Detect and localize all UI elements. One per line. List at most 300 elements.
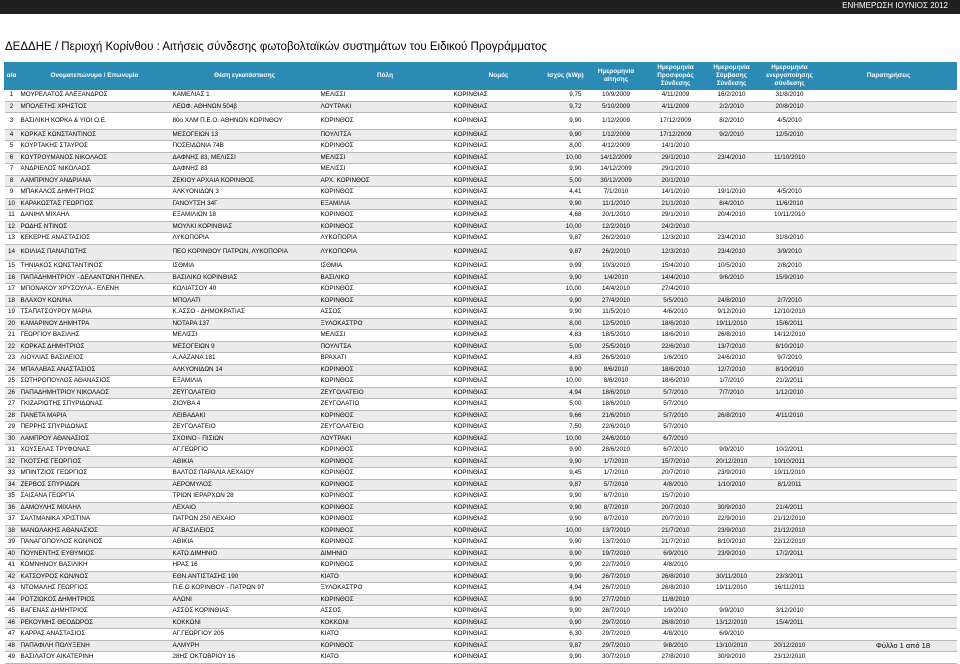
notes-cell <box>821 410 957 422</box>
applicant-name-cell: ΛΑΜΠΡΟΥ ΑΘΑΝΑΣΙΟΣ <box>19 433 171 445</box>
contract-date-cell: 30/9/2010 <box>705 652 759 664</box>
contract-date-cell: 23/9/2010 <box>705 525 759 537</box>
city-cell: ΒΑΣΙΛΙΚΟ <box>319 272 452 284</box>
activation-date-cell: 21/12/2010 <box>759 514 821 526</box>
prefecture-cell: ΚΟΡΙΝΘΙΑΣ <box>452 468 546 480</box>
offer-date-cell: 12/3/2010 <box>647 244 705 261</box>
offer-date-cell: 20/7/2010 <box>647 468 705 480</box>
table-row <box>5 525 957 537</box>
table-row <box>5 129 957 141</box>
offer-date-cell: 17/12/2009 <box>647 129 705 141</box>
row-number-cell: 8 <box>5 175 19 187</box>
contract-date-cell: 24/6/2010 <box>705 353 759 365</box>
table-row <box>5 387 957 399</box>
request-date-cell: 13/7/2010 <box>586 525 647 537</box>
row-number-cell: 31 <box>5 445 19 457</box>
request-date-cell: 8/7/2010 <box>586 502 647 514</box>
applicant-name-cell: ΒΑΣΙΛΑΤΟΥ ΑΙΚΑΤΕΡΙΝΗ <box>19 652 171 664</box>
table-row <box>5 479 957 491</box>
row-number-cell: 44 <box>5 594 19 606</box>
table-row <box>5 221 957 233</box>
power-kwp-cell: 9,90 <box>546 364 586 376</box>
notes-cell <box>821 491 957 503</box>
notes-cell <box>821 187 957 199</box>
city-cell: ΚΟΡΙΝΘΟΣ <box>319 468 452 480</box>
activation-date-cell: 21/2/2011 <box>759 376 821 388</box>
contract-date-cell: 2/2/2010 <box>705 101 759 113</box>
city-cell: ΜΕΛΙΣΣΙ <box>319 90 452 102</box>
table-row <box>5 640 957 652</box>
power-kwp-cell: 4,94 <box>546 583 586 595</box>
request-date-cell: 30/12/2009 <box>586 175 647 187</box>
applicant-name-cell: ΚΟΜΝΗΝΟΥ ΒΑΣΙΛΙΚΗ <box>19 560 171 572</box>
row-number-cell: 5 <box>5 141 19 153</box>
col-header-notes: Παρατηρήσεις <box>821 63 957 90</box>
installation-site-cell: ΛΕΩΦ. ΑΘΗΝΩΝ 504β <box>171 101 319 113</box>
activation-date-cell: 10/2/2011 <box>759 445 821 457</box>
table-row <box>5 284 957 296</box>
activation-date-cell <box>759 175 821 187</box>
power-kwp-cell: 9,87 <box>546 479 586 491</box>
contract-date-cell: 6/9/2010 <box>705 629 759 641</box>
power-kwp-cell: 10,00 <box>546 152 586 164</box>
city-cell: ΚΟΡΙΝΘΟΣ <box>319 640 452 652</box>
city-cell: ΙΣΘΜΙΑ <box>319 261 452 273</box>
prefecture-cell: ΚΟΡΙΝΘΙΑΣ <box>452 606 546 618</box>
city-cell: ΖΕΥΓΟΛΑΤΕΙΟ <box>319 387 452 399</box>
installation-site-cell: ΜΕΣΟΓΕΙΩΝ 9 <box>171 341 319 353</box>
row-number-cell: 26 <box>5 387 19 399</box>
installation-site-cell: ΓΑΝΟΥΤΣΗ 34Γ <box>171 198 319 210</box>
offer-date-cell: 6/7/2010 <box>647 433 705 445</box>
applicant-name-cell: ΜΠΟΛΕΤΗΣ ΧΡΗΣΤΟΣ <box>19 101 171 113</box>
row-number-cell: 19 <box>5 307 19 319</box>
power-kwp-cell: 5,00 <box>546 341 586 353</box>
table-row <box>5 233 957 245</box>
contract-date-cell: 23/4/2010 <box>705 152 759 164</box>
activation-date-cell: 11/6/2010 <box>759 198 821 210</box>
table-row <box>5 445 957 457</box>
activation-date-cell: 12/5/2010 <box>759 129 821 141</box>
city-cell: ΞΥΛΟΚΑΣΤΡΟ <box>319 318 452 330</box>
installation-site-cell: ΑΓ.ΓΕΩΡΓΙΟΥ 205 <box>171 629 319 641</box>
col-header-activation-date: Ημερομηνία ενεργοποίησης σύνδεσης <box>759 63 821 90</box>
prefecture-cell: ΚΟΡΙΝΘΙΑΣ <box>452 629 546 641</box>
activation-date-cell: 19/11/2010 <box>759 468 821 480</box>
notes-cell <box>821 164 957 176</box>
applicant-name-cell: ΠΑΝΕΤΑ ΜΑΡΙΑ <box>19 410 171 422</box>
request-date-cell: 11/1/2010 <box>586 198 647 210</box>
contract-date-cell: 30/9/2010 <box>705 502 759 514</box>
contract-date-cell: 19/11/2010 <box>705 318 759 330</box>
request-date-cell: 26/5/2010 <box>586 353 647 365</box>
contract-date-cell <box>705 175 759 187</box>
applicant-name-cell: ΚΟΥΤΡΟΥΜΑΝΟΣ ΝΙΚΟΛΑΟΣ <box>19 152 171 164</box>
activation-date-cell: 2/7/2010 <box>759 295 821 307</box>
contract-date-cell: 8/2/2010 <box>705 113 759 130</box>
request-date-cell: 1/4/2010 <box>586 272 647 284</box>
table-row <box>5 652 957 664</box>
prefecture-cell: ΚΟΡΙΝΘΙΑΣ <box>452 164 546 176</box>
activation-date-cell: 22/12/2010 <box>759 537 821 549</box>
prefecture-cell: ΚΟΡΙΝΘΙΑΣ <box>452 113 546 130</box>
power-kwp-cell: 4,83 <box>546 330 586 342</box>
installation-site-cell: ΑΣΣΟΣ ΚΟΡΙΝΘΙΑΣ <box>171 606 319 618</box>
installation-site-cell: 80ο ΧΛΜ Π.Ε.Ο. ΑΘΗΝΩΝ ΚΟΡΙΝΘΟΥ <box>171 113 319 130</box>
installation-site-cell: ΛΕΙΒΑΔΑΚΙ <box>171 410 319 422</box>
prefecture-cell: ΚΟΡΙΝΘΙΑΣ <box>452 433 546 445</box>
contract-date-cell: 23/4/2010 <box>705 244 759 261</box>
prefecture-cell: ΚΟΡΙΝΘΙΑΣ <box>452 399 546 411</box>
contract-date-cell <box>705 433 759 445</box>
city-cell: ΠΟΥΛΙΤΣΑ <box>319 341 452 353</box>
power-kwp-cell: 10,00 <box>546 221 586 233</box>
installation-site-cell: ΜΕΛΙΣΣΙ <box>171 330 319 342</box>
notes-cell <box>821 210 957 222</box>
power-kwp-cell: 10,00 <box>546 525 586 537</box>
offer-date-cell: 22/6/2010 <box>647 341 705 353</box>
installation-site-cell: ΒΑΣΙΛΙΚΟ ΚΟΡΙΝΘΙΑΣ <box>171 272 319 284</box>
request-date-cell: 14/4/2010 <box>586 284 647 296</box>
activation-date-cell: 20/8/2010 <box>759 101 821 113</box>
request-date-cell: 1/12/2009 <box>586 113 647 130</box>
installation-site-cell: ΑΛΩΝΙ <box>171 594 319 606</box>
offer-date-cell: 1/9/2010 <box>647 606 705 618</box>
power-kwp-cell: 9,90 <box>546 164 586 176</box>
applicant-name-cell: ΚΟΡΚΑΣ ΔΗΜΗΤΡΙΟΣ <box>19 341 171 353</box>
col-header-aa: α/α <box>5 63 19 90</box>
contract-date-cell: 20/12/2010 <box>705 456 759 468</box>
request-date-cell: 25/5/2010 <box>586 341 647 353</box>
power-kwp-cell: 9,90 <box>546 560 586 572</box>
city-cell: ΛΥΚΟΠΟΡΙΑ <box>319 233 452 245</box>
power-kwp-cell: 9,90 <box>546 548 586 560</box>
table-row <box>5 456 957 468</box>
request-date-cell: 7/1/2010 <box>586 187 647 199</box>
applications-table <box>4 62 957 664</box>
offer-date-cell: 20/7/2010 <box>647 514 705 526</box>
installation-site-cell: ΑΓ.ΒΑΣΙΛΕΙΟΣ <box>171 525 319 537</box>
table-row <box>5 113 957 130</box>
notes-cell <box>821 152 957 164</box>
request-date-cell: 20/1/2010 <box>586 210 647 222</box>
request-date-cell: 28/7/2010 <box>586 606 647 618</box>
activation-date-cell: 4/11/2010 <box>759 410 821 422</box>
applicant-name-cell: ΠΟΥΝΕΝΤΗΣ ΕΥΘΥΜΙΟΣ <box>19 548 171 560</box>
prefecture-cell: ΚΟΡΙΝΘΙΑΣ <box>452 141 546 153</box>
row-number-cell: 25 <box>5 376 19 388</box>
request-date-cell: 22/6/2010 <box>586 422 647 434</box>
row-number-cell: 11 <box>5 210 19 222</box>
applicant-name-cell: ΚΑΡΑΚΩΣΤΑΣ ΓΕΩΡΓΙΟΣ <box>19 198 171 210</box>
applicant-name-cell: ΜΠΑΛΑΒΑΣ ΑΝΑΣΤΑΣΙΟΣ <box>19 364 171 376</box>
offer-date-cell: 4/11/2009 <box>647 90 705 102</box>
row-number-cell: 39 <box>5 537 19 549</box>
offer-date-cell: 20/7/2010 <box>647 502 705 514</box>
notes-cell <box>821 330 957 342</box>
notes-cell <box>821 141 957 153</box>
city-cell: ΛΟΥΤΡΑΚΙ <box>319 433 452 445</box>
city-cell: ΚΟΡΙΝΘΟΣ <box>319 445 452 457</box>
prefecture-cell: ΚΟΡΙΝΘΙΑΣ <box>452 514 546 526</box>
power-kwp-cell: 4,68 <box>546 210 586 222</box>
activation-date-cell: 31/8/2010 <box>759 233 821 245</box>
table-row <box>5 594 957 606</box>
contract-date-cell: 9/2/2010 <box>705 129 759 141</box>
activation-date-cell: 23/12/2010 <box>759 652 821 664</box>
installation-site-cell: ΑΛΚΥΟΝΙΔΩΝ 3 <box>171 187 319 199</box>
notes-cell <box>821 129 957 141</box>
offer-date-cell: 1/6/2010 <box>647 353 705 365</box>
notes-cell <box>821 583 957 595</box>
request-date-cell: 24/6/2010 <box>586 433 647 445</box>
prefecture-cell: ΚΟΡΙΝΘΙΑΣ <box>452 261 546 273</box>
request-date-cell: 8/7/2010 <box>586 514 647 526</box>
city-cell: ΚΟΡΙΝΘΟΣ <box>319 537 452 549</box>
activation-date-cell <box>759 433 821 445</box>
contract-date-cell: 24/8/2010 <box>705 295 759 307</box>
contract-date-cell: 1/7/2010 <box>705 376 759 388</box>
applicant-name-cell: ΒΑΣΙΛΙΚΗ ΚΟΡΚΑ & ΥΙΟΙ Ο.Ε. <box>19 113 171 130</box>
table-row <box>5 152 957 164</box>
notes-cell <box>821 571 957 583</box>
installation-site-cell: ΖΕΥΓΟΛΑΤΕΙΟ <box>171 387 319 399</box>
table-row <box>5 433 957 445</box>
offer-date-cell: 4/6/2010 <box>647 307 705 319</box>
table-row <box>5 353 957 365</box>
city-cell: ΚΟΡΙΝΘΟΣ <box>319 295 452 307</box>
city-cell: ΛΟΥΤΡΑΚΙ <box>319 101 452 113</box>
request-date-cell: 26/2/2010 <box>586 244 647 261</box>
offer-date-cell: 4/11/2009 <box>647 101 705 113</box>
applicant-name-cell: ΡΕΚΟΥΜΗΣ ΘΕΟΔΩΡΟΣ <box>19 617 171 629</box>
request-date-cell: 8/6/2010 <box>586 364 647 376</box>
installation-site-cell: ΑΛΚΥΟΝΙΔΩΝ 14 <box>171 364 319 376</box>
city-cell: ΚΟΚΚΩΝΙ <box>319 617 452 629</box>
power-kwp-cell: 9,87 <box>546 640 586 652</box>
table-row <box>5 330 957 342</box>
table-row <box>5 399 957 411</box>
power-kwp-cell: 9,90 <box>546 307 586 319</box>
contract-date-cell: 23/9/2010 <box>705 468 759 480</box>
power-kwp-cell: 9,90 <box>546 272 586 284</box>
notes-cell <box>821 284 957 296</box>
power-kwp-cell: 9,90 <box>546 491 586 503</box>
notes-cell <box>821 525 957 537</box>
activation-date-cell <box>759 491 821 503</box>
offer-date-cell: 27/4/2010 <box>647 284 705 296</box>
contract-date-cell <box>705 164 759 176</box>
power-kwp-cell: 9,90 <box>546 606 586 618</box>
installation-site-cell: ΜΠΟΛΑΤΙ <box>171 295 319 307</box>
city-cell: ΞΥΛΟΚΑΣΤΡΟ <box>319 583 452 595</box>
table-row <box>5 341 957 353</box>
prefecture-cell: ΚΟΡΙΝΘΙΑΣ <box>452 387 546 399</box>
notes-cell <box>821 433 957 445</box>
row-number-cell: 7 <box>5 164 19 176</box>
offer-date-cell: 18/6/2010 <box>647 376 705 388</box>
city-cell: ΚΟΡΙΝΘΟΣ <box>319 514 452 526</box>
power-kwp-cell: 8,00 <box>546 141 586 153</box>
installation-site-cell: ΙΣΘΜΙΑ <box>171 261 319 273</box>
row-number-cell: 23 <box>5 353 19 365</box>
offer-date-cell: 14/1/2010 <box>647 187 705 199</box>
prefecture-cell: ΚΟΡΙΝΘΙΑΣ <box>452 502 546 514</box>
contract-date-cell: 9/6/2010 <box>705 272 759 284</box>
applicant-name-cell: ΠΑΝΑΓΟΠΟΥΛΟΣ ΚΩΝ/ΝΟΣ <box>19 537 171 549</box>
table-row <box>5 571 957 583</box>
applicant-name-cell: ΛΑΜΠΡΙΝΟΥ ΑΝΔΡΙΑΝΑ <box>19 175 171 187</box>
activation-date-cell: 16/11/2011 <box>759 583 821 595</box>
notes-cell <box>821 560 957 572</box>
table-row <box>5 295 957 307</box>
prefecture-cell: ΚΟΡΙΝΘΙΑΣ <box>452 456 546 468</box>
installation-site-cell: ΣΧΟΙΝΟ - ΠΙΣΙΩΝ <box>171 433 319 445</box>
prefecture-cell: ΚΟΡΙΝΘΙΑΣ <box>452 571 546 583</box>
contract-date-cell: 23/4/2010 <box>705 233 759 245</box>
power-kwp-cell: 9,75 <box>546 90 586 102</box>
request-date-cell: 18/6/2010 <box>586 387 647 399</box>
contract-date-cell: 13/10/2010 <box>705 640 759 652</box>
power-kwp-cell: 9,90 <box>546 514 586 526</box>
activation-date-cell: 15/6/2011 <box>759 318 821 330</box>
offer-date-cell: 18/6/2010 <box>647 318 705 330</box>
city-cell: ΑΡΧ. ΚΟΡΙΝΘΟΣ <box>319 175 452 187</box>
city-cell: ΚΟΡΙΝΘΟΣ <box>319 364 452 376</box>
request-date-cell: 29/7/2010 <box>586 640 647 652</box>
col-header-site: Θέση εγκατάστασης <box>171 63 319 90</box>
prefecture-cell: ΚΟΡΙΝΘΙΑΣ <box>452 479 546 491</box>
contract-date-cell: 13/12/2010 <box>705 617 759 629</box>
contract-date-cell: 20/4/2010 <box>705 210 759 222</box>
contract-date-cell <box>705 491 759 503</box>
row-number-cell: 37 <box>5 514 19 526</box>
notes-cell <box>821 101 957 113</box>
activation-date-cell: 12/10/2010 <box>759 307 821 319</box>
notes-cell <box>821 353 957 365</box>
page-title: ΔΕΔΔΗΕ / Περιοχή Κορίνθου : Αιτήσεις σύνδεσης φωτοβολταϊκών συστημάτων του Ειδικού Προγράμματος <box>5 41 547 53</box>
applicant-name-cell: ΚΑΡΡΑΣ ΑΝΑΣΤΑΣΙΟΣ <box>19 629 171 641</box>
row-number-cell: 20 <box>5 318 19 330</box>
installation-site-cell: ΑΘΙΚΙΑ <box>171 537 319 549</box>
activation-date-cell: 4/5/2010 <box>759 113 821 130</box>
table-header-row <box>5 63 957 90</box>
offer-date-cell: 21/7/2010 <box>647 525 705 537</box>
row-number-cell: 9 <box>5 187 19 199</box>
offer-date-cell: 17/12/2009 <box>647 113 705 130</box>
contract-date-cell: 16/2/2010 <box>705 90 759 102</box>
city-cell: ΚΙΑΤΟ <box>319 629 452 641</box>
installation-site-cell: Π.Ε.Ο ΚΟΡΙΝΘΟΥ - ΠΑΤΡΩΝ 97 <box>171 583 319 595</box>
city-cell: ΖΕΥΓΟΛΑΤΙΟ <box>319 399 452 411</box>
city-cell: ΑΣΣΟΣ <box>319 307 452 319</box>
city-cell: ΚΟΡΙΝΘΟΣ <box>319 479 452 491</box>
power-kwp-cell: 7,50 <box>546 422 586 434</box>
installation-site-cell: ΔΑΦΝΗΣ 83, ΜΕΛΙΣΣΙ <box>171 152 319 164</box>
prefecture-cell: ΚΟΡΙΝΘΙΑΣ <box>452 198 546 210</box>
contract-date-cell: 10/5/2010 <box>705 261 759 273</box>
row-number-cell: 49 <box>5 652 19 664</box>
offer-date-cell: 5/7/2010 <box>647 410 705 422</box>
request-date-cell: 10/9/2009 <box>586 90 647 102</box>
notes-cell <box>821 175 957 187</box>
notes-cell <box>821 548 957 560</box>
contract-date-cell: 23/9/2010 <box>705 548 759 560</box>
applicant-name-cell: ΚΑΤΣΟΥΡΟΣ ΚΩΝ/ΝΟΣ <box>19 571 171 583</box>
prefecture-cell: ΚΟΡΙΝΘΙΑΣ <box>452 410 546 422</box>
row-number-cell: 45 <box>5 606 19 618</box>
table-row <box>5 272 957 284</box>
notes-cell <box>821 113 957 130</box>
row-number-cell: 35 <box>5 491 19 503</box>
notes-cell <box>821 261 957 273</box>
power-kwp-cell: 9,90 <box>546 617 586 629</box>
row-number-cell: 27 <box>5 399 19 411</box>
prefecture-cell: ΚΟΡΙΝΘΙΑΣ <box>452 152 546 164</box>
applicant-name-cell: ΔΑΝΙΗΛ ΜΙΧΑΗΛ <box>19 210 171 222</box>
power-kwp-cell: 9,90 <box>546 594 586 606</box>
installation-site-cell: ΑΓ.ΓΕΩΡΓΙΟ <box>171 445 319 457</box>
table-row <box>5 187 957 199</box>
row-number-cell: 1 <box>5 90 19 102</box>
row-number-cell: 3 <box>5 113 19 130</box>
activation-date-cell: 9/7/2010 <box>759 353 821 365</box>
notes-cell <box>821 456 957 468</box>
table-row <box>5 364 957 376</box>
table-row <box>5 606 957 618</box>
contract-date-cell: 26/8/2010 <box>705 410 759 422</box>
request-date-cell: 11/5/2010 <box>586 307 647 319</box>
notes-cell <box>821 629 957 641</box>
activation-date-cell <box>759 164 821 176</box>
table-row <box>5 244 957 261</box>
activation-date-cell <box>759 284 821 296</box>
table-row <box>5 101 957 113</box>
notes-cell <box>821 514 957 526</box>
city-cell: ΚΟΡΙΝΘΟΣ <box>319 187 452 199</box>
power-kwp-cell: 4,41 <box>546 187 586 199</box>
power-kwp-cell: 9,90 <box>546 571 586 583</box>
table-row <box>5 164 957 176</box>
notes-cell <box>821 198 957 210</box>
power-kwp-cell: 4,83 <box>546 353 586 365</box>
installation-site-cell: ΠΕΟ ΚΟΡΙΝΘΟΥ ΠΑΤΡΩΝ, ΛΥΚΟΠΟΡΙΑ <box>171 244 319 261</box>
update-date: ΕΝΗΜΕΡΩΣΗ ΙΟΥΝΙΟΣ 2012 <box>842 1 948 10</box>
prefecture-cell: ΚΟΡΙΝΘΙΑΣ <box>452 175 546 187</box>
offer-date-cell: 14/1/2010 <box>647 141 705 153</box>
table-row <box>5 198 957 210</box>
table-row <box>5 307 957 319</box>
offer-date-cell: 5/7/2010 <box>647 422 705 434</box>
contract-date-cell: 19/1/2010 <box>705 187 759 199</box>
notes-cell <box>821 594 957 606</box>
installation-site-cell: ΚΟΚΚΩΝΙ <box>171 617 319 629</box>
offer-date-cell: 27/8/2010 <box>647 652 705 664</box>
notes-cell <box>821 244 957 261</box>
row-number-cell: 40 <box>5 548 19 560</box>
row-number-cell: 36 <box>5 502 19 514</box>
prefecture-cell: ΚΟΡΙΝΘΙΑΣ <box>452 129 546 141</box>
power-kwp-cell: 9,45 <box>546 468 586 480</box>
applicant-name-cell: ΔΑΜΟΥΛΗΣ ΜΙΧΑΗΛ <box>19 502 171 514</box>
table-row <box>5 410 957 422</box>
prefecture-cell: ΚΟΡΙΝΘΙΑΣ <box>452 90 546 102</box>
applicant-name-cell: ΡΩΔΗΣ ΝΤΙΝΟΣ <box>19 221 171 233</box>
prefecture-cell: ΚΟΡΙΝΘΙΑΣ <box>452 560 546 572</box>
city-cell: ΚΟΡΙΝΘΟΣ <box>319 284 452 296</box>
request-date-cell: 4/12/2009 <box>586 141 647 153</box>
prefecture-cell: ΚΟΡΙΝΘΙΑΣ <box>452 652 546 664</box>
